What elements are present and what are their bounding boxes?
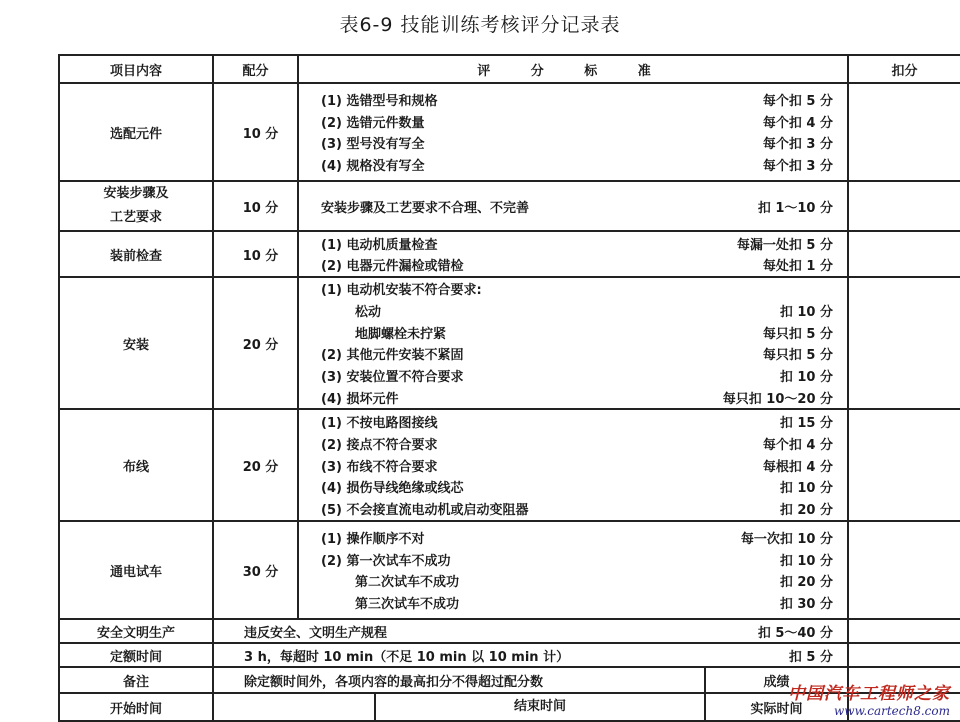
row-item-label: 装前检查 — [109, 248, 162, 264]
row-item-label: 布线 — [122, 459, 149, 475]
row-item — [59, 83, 213, 181]
deduct-cell — [848, 619, 960, 643]
deduct-cell — [848, 277, 960, 409]
criterion-line — [321, 548, 833, 570]
score-table — [58, 54, 960, 722]
row-item — [59, 409, 213, 521]
time-split-cell — [213, 693, 705, 721]
row-item-label: 通电试车 — [109, 564, 162, 580]
criterion-text: (2) 第一次试车不成功 — [321, 553, 451, 569]
criterion-line — [321, 132, 833, 154]
quota-criteria — [213, 643, 848, 667]
criterion-text: (3) 布线不符合要求 — [321, 459, 438, 475]
row-points: 30 分 — [213, 521, 298, 619]
deduct-cell — [848, 181, 960, 231]
criterion-deduct: 每个扣 4 分 — [762, 115, 834, 131]
criterion-deduct: 每只扣 10～20 分 — [722, 391, 834, 407]
criterion-text: (2) 接点不符合要求 — [321, 437, 438, 453]
row-points: 10 分 — [213, 181, 298, 231]
criterion-deduct: 扣 15 分 — [779, 416, 834, 432]
criterion-text: 松动 — [355, 305, 382, 321]
row-criteria — [298, 277, 848, 409]
criterion-deduct: 扣 10 分 — [779, 370, 834, 386]
criterion-text: (3) 安装位置不符合要求 — [321, 370, 464, 386]
row-item-label: 安装 — [122, 337, 149, 353]
row-criteria — [298, 521, 848, 619]
end-time-label: 结束时间 — [513, 699, 566, 715]
actual-time-label: 实际时间 — [705, 693, 848, 721]
criterion-text: 地脚螺栓未拧紧 — [355, 326, 447, 342]
rows-body — [59, 83, 960, 619]
criterion-text: (1) 电动机安装不符合要求: — [321, 283, 482, 299]
row-criteria — [298, 409, 848, 521]
header-deduct: 扣分 — [848, 55, 960, 83]
criterion-line — [321, 278, 833, 300]
deduct-cell — [848, 83, 960, 181]
criterion-text: (1) 选错型号和规格 — [321, 93, 438, 109]
criterion-deduct: 扣 5 分 — [788, 649, 834, 665]
row-item-label: 安装步骤及工艺要求 — [103, 186, 169, 225]
criterion-line — [321, 476, 833, 498]
deduct-cell — [848, 409, 960, 521]
criterion-deduct: 每漏一处扣 5 分 — [736, 237, 834, 253]
criterion-deduct: 扣 1～10 分 — [757, 200, 834, 216]
criterion-line — [321, 386, 833, 408]
criterion-deduct: 每个扣 4 分 — [762, 437, 834, 453]
row-item — [59, 521, 213, 619]
table-row — [59, 521, 960, 619]
criterion-deduct: 每只扣 5 分 — [762, 326, 834, 342]
criterion-line — [321, 498, 833, 520]
criterion-text: (4) 规格没有写全 — [321, 159, 425, 175]
criterion-text: (2) 电器元件漏检或错检 — [321, 259, 464, 275]
criterion-deduct: 每一次扣 10 分 — [740, 532, 834, 548]
criterion-line — [321, 365, 833, 387]
watermark-url: www.cartech8.com — [834, 704, 950, 718]
row-criteria — [298, 181, 848, 231]
criterion-deduct: 扣 10 分 — [779, 481, 834, 497]
remark-item: 备注 — [59, 667, 213, 693]
criterion-deduct: 每根扣 4 分 — [762, 459, 834, 475]
criterion-line — [321, 321, 833, 343]
criterion-line — [321, 89, 833, 111]
safety-criteria — [213, 619, 848, 643]
table-row — [59, 409, 960, 521]
row-points: 20 分 — [213, 277, 298, 409]
criterion-line — [321, 433, 833, 455]
safety-row — [59, 619, 960, 643]
page-title: 表6-9 技能训练考核评分记录表 — [339, 14, 621, 36]
row-points: 10 分 — [213, 231, 298, 277]
table-row — [59, 83, 960, 181]
criterion-text: (3) 型号没有写全 — [321, 137, 425, 153]
row-points: 20 分 — [213, 409, 298, 521]
deduct-cell — [848, 231, 960, 277]
quota-item: 定额时间 — [59, 643, 213, 667]
criterion-deduct: 扣 10 分 — [779, 553, 834, 569]
criterion-text: (1) 操作顺序不对 — [321, 532, 425, 548]
row-criteria — [298, 83, 848, 181]
criterion-deduct: 每个扣 3 分 — [762, 137, 834, 153]
criterion-text: (4) 损伤导线绝缘或线芯 — [321, 481, 464, 497]
watermark — [788, 679, 950, 718]
deduct-cell — [848, 643, 960, 667]
criterion-line — [321, 254, 833, 276]
criterion-line — [321, 300, 833, 322]
start-time-value — [214, 694, 376, 720]
criterion-line — [321, 232, 833, 254]
table-row — [59, 181, 960, 231]
criterion-line — [321, 154, 833, 176]
criterion-deduct: 每只扣 5 分 — [762, 348, 834, 364]
criterion-line — [321, 411, 833, 433]
criterion-deduct: 扣 10 分 — [779, 305, 834, 321]
header-item: 项目内容 — [59, 55, 213, 83]
criterion-text: 第三次试车不成功 — [355, 597, 460, 613]
criterion-line — [321, 343, 833, 365]
row-points: 10 分 — [213, 83, 298, 181]
criterion-line — [321, 570, 833, 592]
criterion-text: (2) 选错元件数量 — [321, 115, 425, 131]
criterion-text: (1) 不按电路图接线 — [321, 416, 438, 432]
criterion-line — [321, 454, 833, 476]
criterion-deduct: 每处扣 1 分 — [762, 259, 834, 275]
criterion-deduct: 扣 20 分 — [779, 503, 834, 518]
safety-item: 安全文明生产 — [59, 619, 213, 643]
table-row — [59, 231, 960, 277]
criterion-text: (5) 不会接直流电动机或启动变阻器 — [321, 503, 529, 518]
table-row — [59, 277, 960, 409]
row-item — [59, 277, 213, 409]
criterion-deduct: 每个扣 3 分 — [762, 159, 834, 175]
criterion-deduct: 扣 30 分 — [779, 597, 834, 613]
criterion-text: 违反安全、文明生产规程 — [244, 625, 388, 641]
criterion-line — [321, 110, 833, 132]
criterion-text: (4) 损坏元件 — [321, 391, 399, 407]
start-time-label: 开始时间 — [59, 693, 213, 721]
watermark-cn: 中国汽车工程师之家 — [788, 684, 950, 704]
score-label: 成绩 — [705, 667, 848, 693]
criterion-deduct: 扣 20 分 — [779, 575, 834, 591]
header-points: 配分 — [213, 55, 298, 83]
quota-row — [59, 643, 960, 667]
criterion-text: (2) 其他元件安装不紧固 — [321, 348, 464, 364]
row-item — [59, 181, 213, 231]
header-standard: 评 分 标 准 — [298, 55, 848, 83]
criterion-text: 安装步骤及工艺要求不合理、不完善 — [321, 200, 530, 216]
row-item-label: 选配元件 — [109, 126, 162, 142]
row-item — [59, 231, 213, 277]
criterion-line — [321, 527, 833, 549]
row-criteria — [298, 231, 848, 277]
table-header-row — [59, 55, 960, 83]
criterion-text: (1) 电动机质量检查 — [321, 237, 438, 253]
deduct-cell — [848, 521, 960, 619]
criterion-line — [321, 592, 833, 614]
criterion-line — [321, 195, 833, 217]
remark-text: 除定额时间外，各项内容的最高扣分不得超过配分数 — [213, 667, 705, 693]
criterion-text: 第二次试车不成功 — [355, 575, 460, 591]
criterion-text: 3 h，每超时 10 min（不足 10 min 以 10 min 计） — [244, 649, 570, 665]
criterion-deduct: 每个扣 5 分 — [762, 93, 834, 109]
criterion-deduct: 扣 5～40 分 — [757, 625, 834, 641]
